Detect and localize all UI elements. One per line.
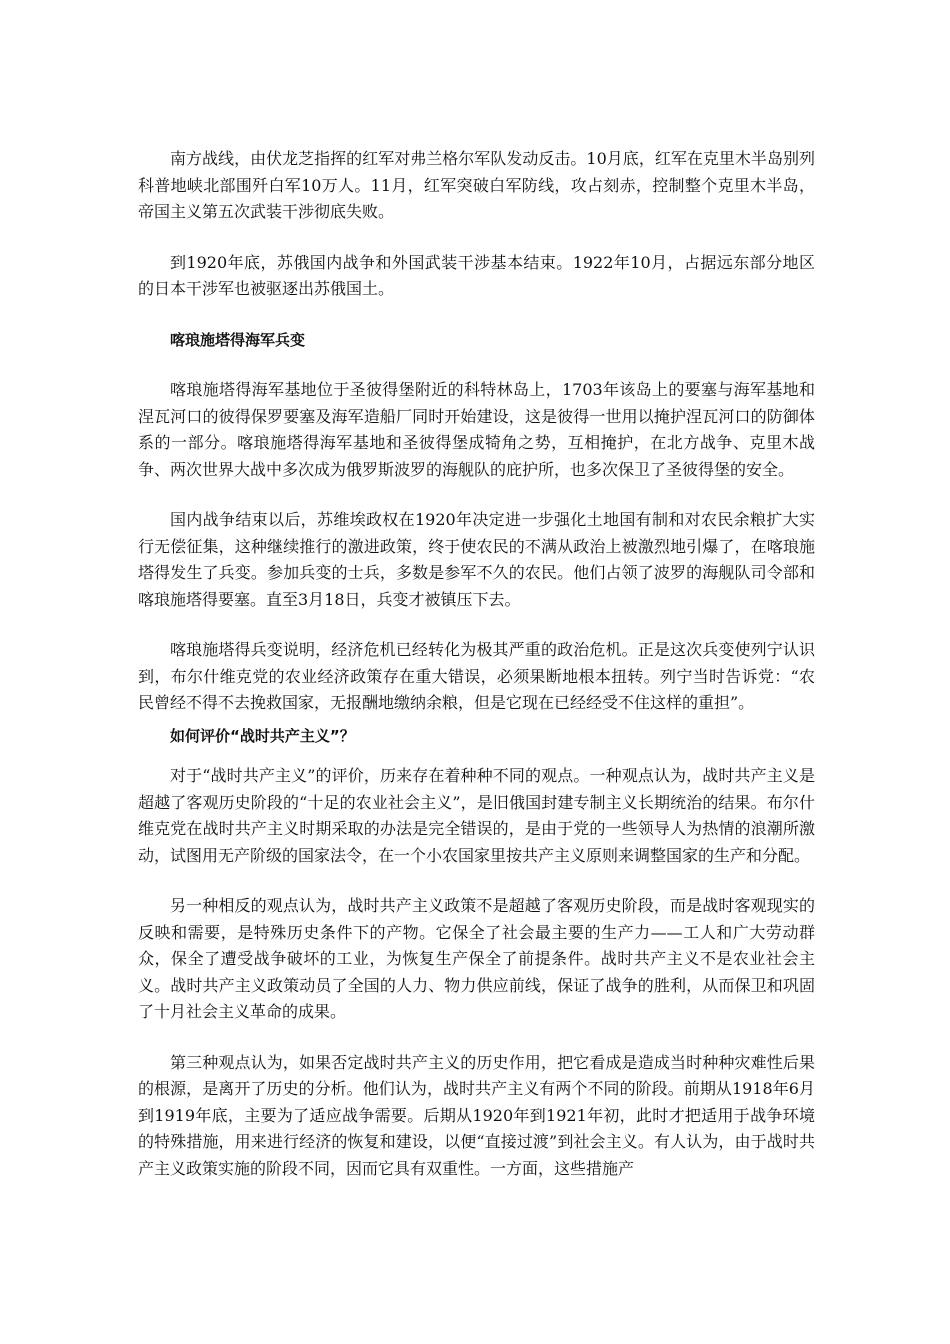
paragraph-view-two: 另一种相反的观点认为，战时共产主义政策不是超越了客观历史阶段，而是战时客观现实的反映和需要，是特殊历史条件下的产物。它保全了社会最主要的生产力——工人和广大劳动群众，保全了遭受战争破坏的工业，为恢复生产保全了前提条件。战时共产主义不是农业社会主义。战时共产主义政策动员了全国的人力、物力供应前线，保证了战争的胜利，从而保卫和巩固了十月社会主义革命的成果。 bbox=[138, 896, 815, 1021]
paragraph-view-three: 第三种观点认为，如果否定战时共产主义的历史作用，把它看成是造成当时种种灾难性后果的根源，是离开了历史的分析。他们认为，战时共产主义有两个不同的阶段。前期从1918年6月到1919年底，主要为了适应战争需要。后期从1920年到1921年初，此时才把适用于战争环境的特殊措施，用来进行经济的恢复和建设，以便“直接过渡”到社会主义。有人认为，由于战时共产主义政策实施的阶段不同，因而它具有双重性。一方面，这些措施产 bbox=[138, 1052, 815, 1178]
paragraph-war-end: 到1920年底，苏俄国内战争和外国武装干涉基本结束。1922年10月，占据远东部分地区的日本干涉军也被驱逐出苏俄国土。 bbox=[138, 252, 815, 298]
paragraph-kronstadt-base: 喀琅施塔得海军基地位于圣彼得堡附近的科特林岛上，1703年该岛上的要塞与海军基地和涅瓦河口的彼得保罗要塞及海军造船厂同时开始建设，这是彼得一世用以掩护涅瓦河口的防御体系的一部分。喀琅施塔得海军基地和圣彼得堡成犄角之势，互相掩护，在北方战争、克里木战争、两次世界大战中多次成为俄罗斯波罗的海舰队的庇护所，也多次保卫了圣彼得堡的安全。 bbox=[138, 380, 815, 479]
paragraph-southern-front: 南方战线，由伏龙芝指挥的红军对弗兰格尔军队发动反击。10月底，红军在克里木半岛别列科普地峡北部围歼白军10万人。11月，红军突破白军防线，攻占刻赤，控制整个克里木半岛，帝国主义第五次武装干涉彻底失败。 bbox=[138, 149, 815, 221]
paragraph-view-one: 对于“战时共产主义”的评价，历来存在着种种不同的观点。一种观点认为，战时共产主义是超越了客观历史阶段的“十足的农业社会主义”，是旧俄国封建专制主义长期统治的结果。布尔什维克党在战时共产主义时期采取的办法是完全错误的，是由于党的一些领导人为热情的浪潮所激动，试图用无产阶级的国家法令，在一个小农国家里按共产主义原则来调整国家的生产和分配。 bbox=[138, 766, 815, 865]
section-heading-war-communism: 如何评价“战时共产主义”？ bbox=[170, 726, 355, 745]
paragraph-kronstadt-mutiny: 国内战争结束以后，苏维埃政权在1920年决定进一步强化土地国有制和对农民余粮扩大实行无偿征集，这种继续推行的激进政策，终于使农民的不满从政治上被激烈地引爆了，在喀琅施塔得发生了兵变。参加兵变的士兵，多数是参军不久的农民。他们占领了波罗的海舰队司令部和喀琅施塔得要塞。直至3月18日，兵变才被镇压下去。 bbox=[138, 510, 815, 609]
document-page bbox=[138, 146, 815, 1206]
paragraph-mutiny-meaning: 喀琅施塔得兵变说明，经济危机已经转化为极其严重的政治危机。正是这次兵变使列宁认识到，布尔什维克党的农业经济政策存在重大错误，必须果断地根本扭转。列宁当时告诉党：“农民曾经不得不去挽救国家，无报酬地缴纳余粮，但是它现在已经经受不住这样的重担”。 bbox=[138, 640, 815, 712]
section-heading-kronstadt: 喀琅施塔得海军兵变 bbox=[170, 330, 306, 349]
